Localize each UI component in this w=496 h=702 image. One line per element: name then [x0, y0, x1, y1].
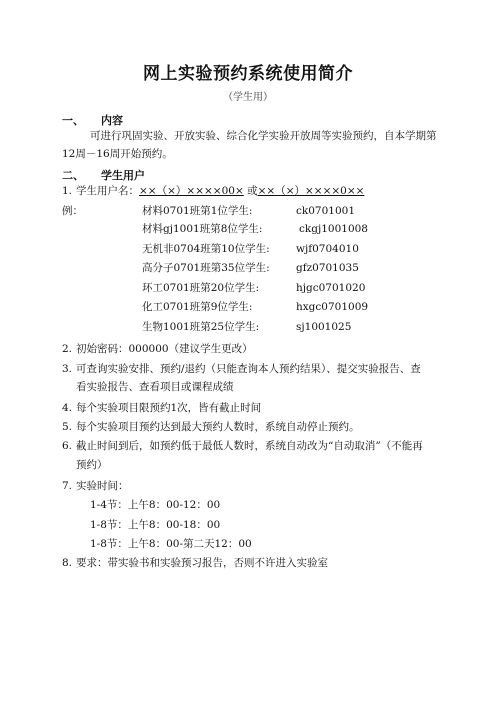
item4-text: 每个实验项目限预约1次，皆有截止时间 — [76, 402, 262, 414]
item7-text: 实验时间： — [76, 480, 129, 492]
username-format-line — [76, 186, 364, 197]
example-username: sj1001025 — [296, 321, 352, 333]
item2-number: 2. — [62, 343, 73, 355]
section2-heading: 学生用户 — [101, 169, 145, 182]
time-slot: 1-4节：上午8：00-12：00 — [90, 499, 221, 511]
example-username: gfz0701035 — [296, 262, 359, 274]
section1-number: 一、 — [62, 114, 84, 127]
page-subtitle: （学生用） — [223, 92, 273, 103]
example-class: 材料gj1001班第8位学生: — [142, 223, 263, 235]
item6-line2: 预约） — [76, 459, 108, 471]
example-class: 生物1001班第25位学生: — [142, 321, 260, 333]
item8-text: 要求：带实验书和实验预习报告，否则不许进入实验室 — [76, 557, 328, 569]
username-format-2: ××（×）××××0×× — [257, 185, 365, 197]
example-username: hjgc0701020 — [296, 282, 366, 294]
item6-line1: 截止时间到后，如预约低于最低人数时，系统自动改为“自动取消”（不能再 — [76, 440, 423, 452]
item3-number: 3. — [62, 363, 73, 375]
item8-number: 8. — [62, 557, 73, 569]
example-username: hxgc0701009 — [296, 301, 369, 313]
item6-number: 6. — [62, 440, 73, 452]
item1-number: 1. — [62, 185, 73, 197]
username-label: 学生用户名： — [76, 185, 139, 197]
time-slot: 1-8节：上午8：00-第二天12：00 — [90, 538, 252, 550]
section1-paragraph-line1: 可进行巩固实验、开放实验、综合化学实验开放周等实验预约，自本学期第 — [90, 130, 437, 142]
item4-number: 4. — [62, 402, 73, 414]
username-connector: 或 — [247, 185, 258, 197]
item5-text: 每个实验项目预约达到最大预约人数时，系统自动停止预约。 — [76, 421, 360, 433]
example-username: ck0701001 — [296, 205, 356, 217]
page-title: 网上实验预约系统使用简介 — [143, 64, 353, 84]
example-class: 化工0701班第9位学生: — [142, 301, 253, 313]
section2-number: 二、 — [62, 169, 84, 182]
time-slot: 1-8节：上午8：00-18：00 — [90, 519, 221, 531]
example-username: wjf0704010 — [296, 243, 359, 255]
item5-number: 5. — [62, 421, 73, 433]
example-label: 例： — [62, 205, 83, 217]
username-format-1: ××（×）××××00× — [139, 185, 244, 197]
item3-line1: 可查询实验安排、预约/退约（只能查询本人预约结果）、提交实验报告、查 — [76, 363, 421, 375]
item7-number: 7. — [62, 480, 73, 492]
section1-paragraph-line2: 12周－16周开始预约。 — [62, 148, 173, 160]
example-class: 环工0701班第20位学生: — [142, 282, 260, 294]
example-class: 高分子0701班第35位学生: — [142, 262, 270, 274]
item3-line2: 看实验报告、查看项目或课程成绩 — [76, 381, 234, 393]
example-username: ckgj1001008 — [299, 223, 368, 235]
example-class: 无机非0704班第10位学生: — [142, 243, 270, 255]
example-class: 材料0701班第1位学生: — [142, 205, 253, 217]
section1-heading: 内容 — [101, 114, 123, 127]
item2-text: 初始密码：000000（建议学生更改） — [76, 343, 253, 355]
